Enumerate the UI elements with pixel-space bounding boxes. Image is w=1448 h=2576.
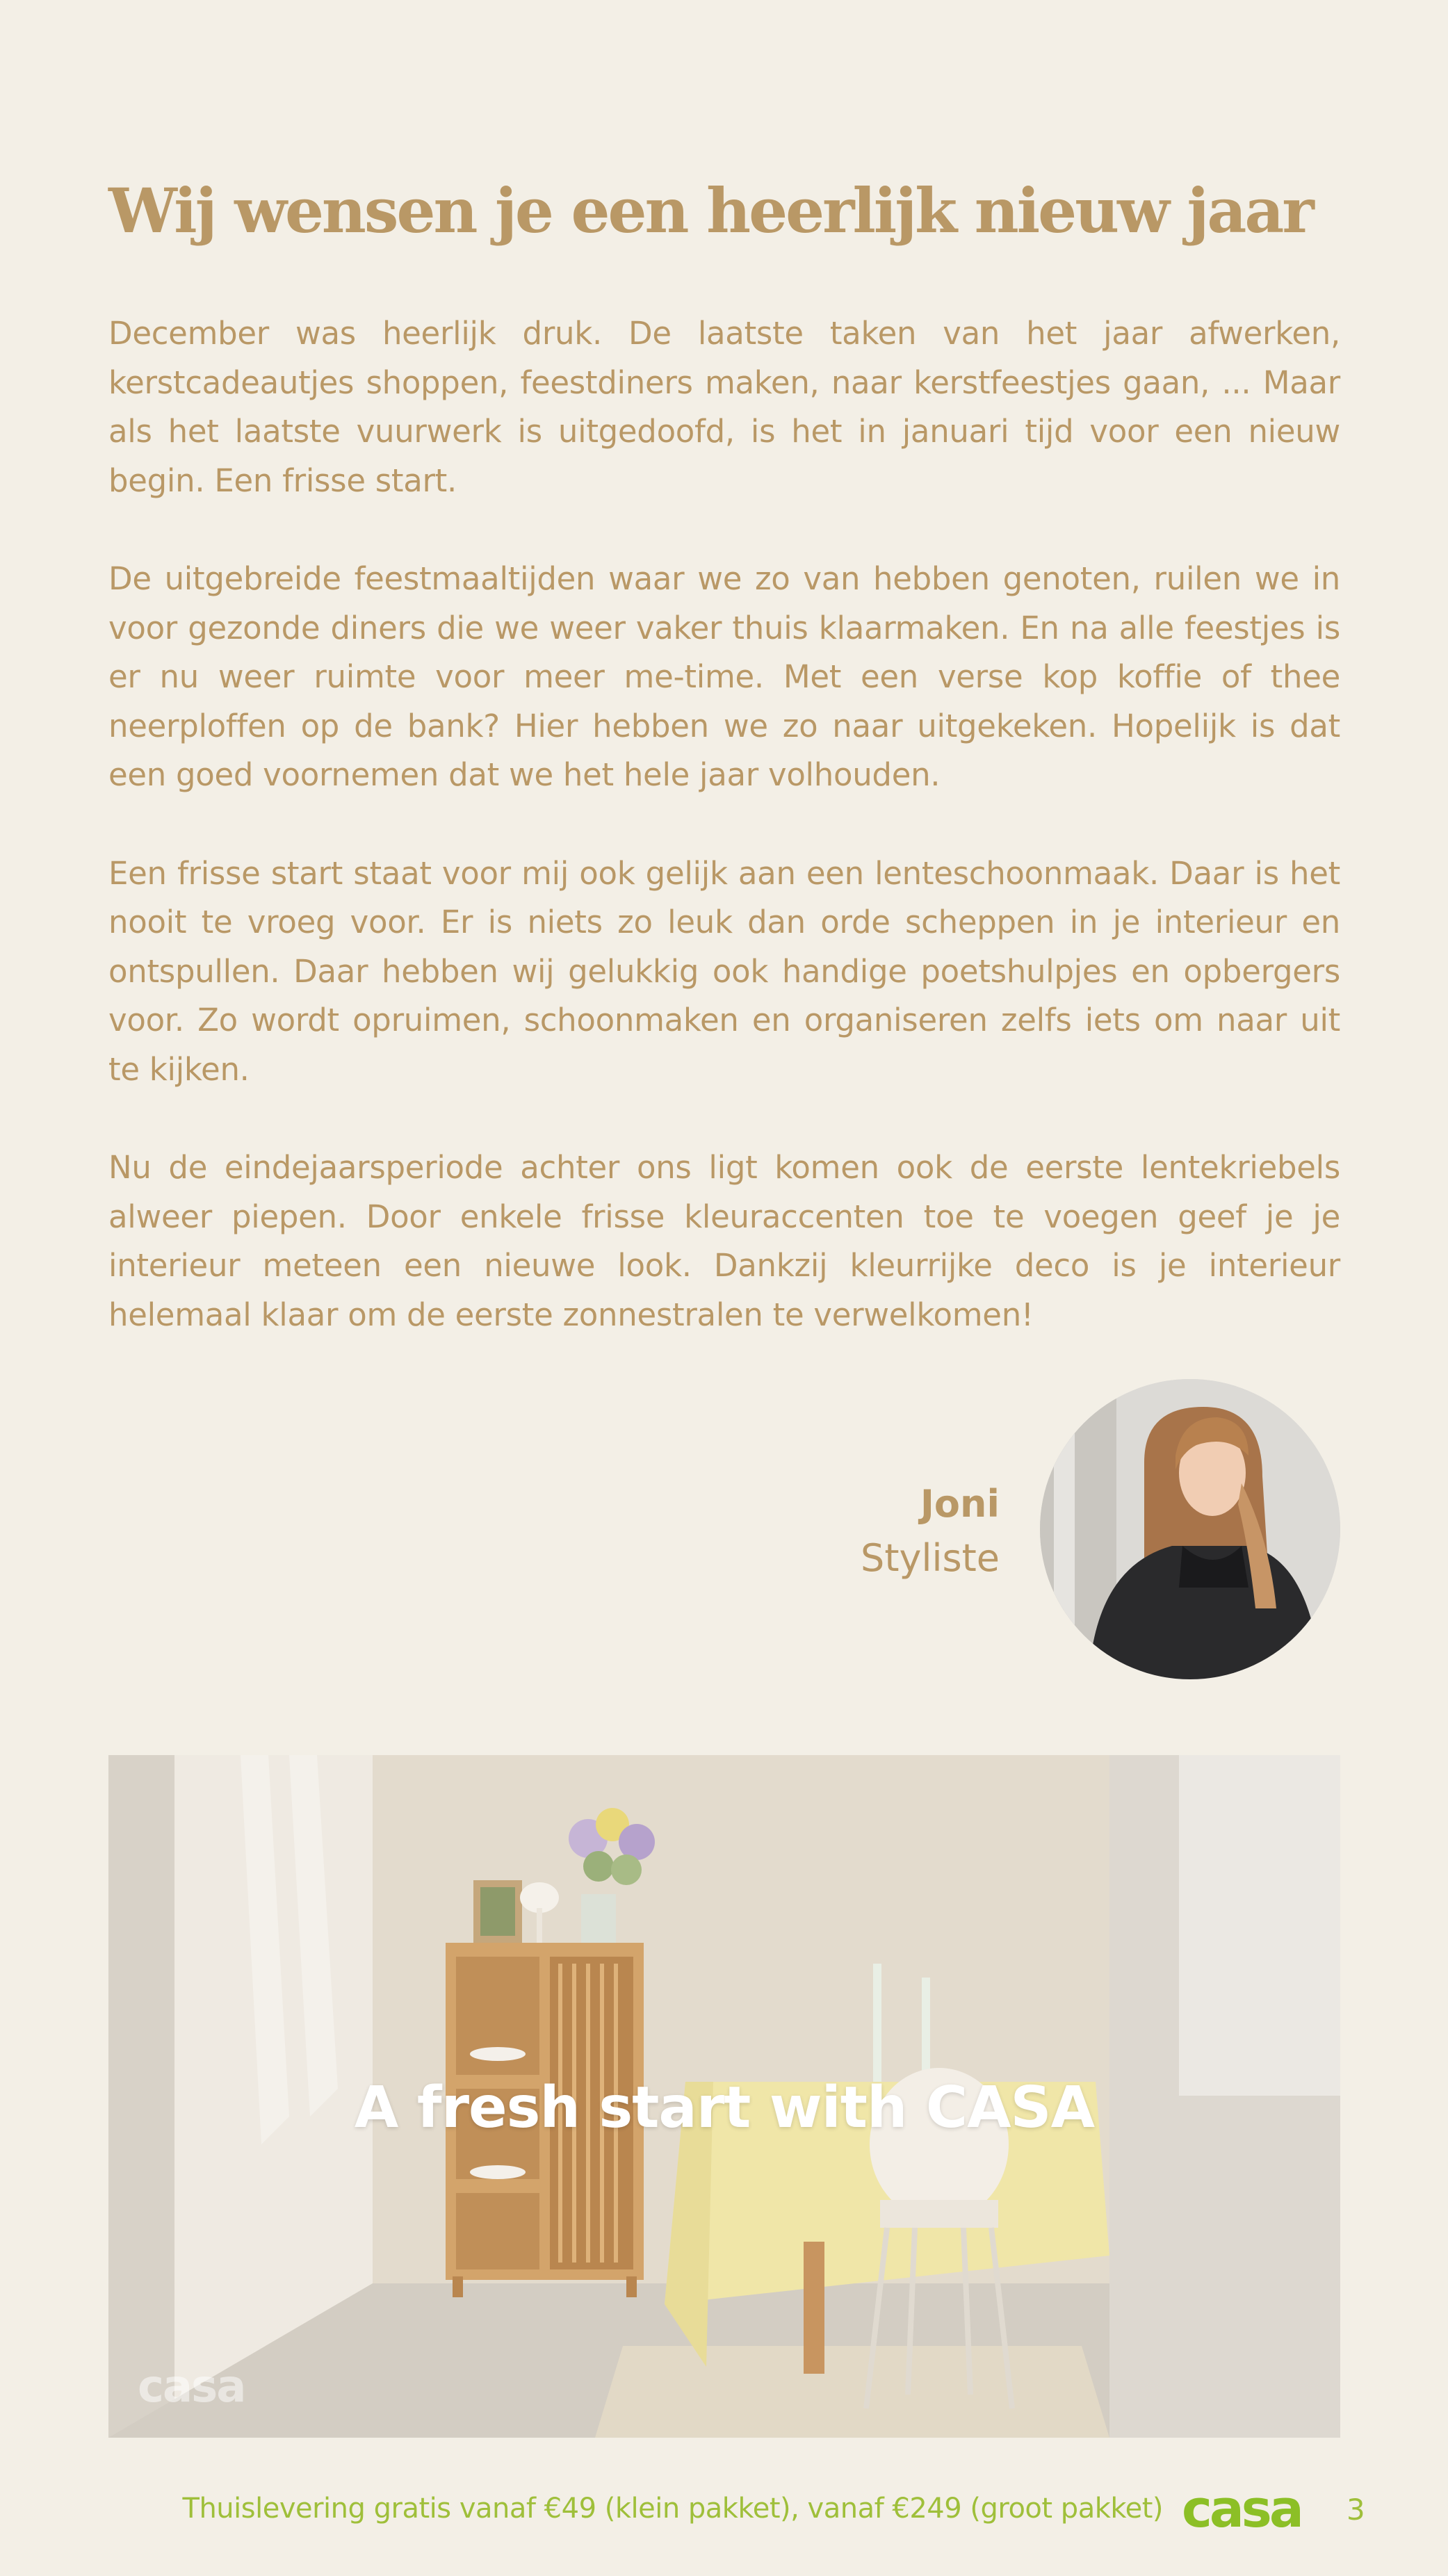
paragraph: De uitgebreide feestmaaltijden waar we zo van hebben genoten, ruilen we in voor gezonde diners die we weer vaker thuis klaarmaken. En na alle feestjes is er nu weer ruimte voor meer me-time. Met een verse kop koffie of thee neerploffen op de bank? Hier hebben we zo naar uitgekeken. Hopelijk is dat een goed voornemen dat we het hele jaar volhouden. xyxy=(108,560,1340,793)
hero-photo xyxy=(108,1755,1340,2438)
paragraph: December was heerlijk druk. De laatste taken van het jaar afwerken, kerstcadeautjes shoppen, feestdiners maken, naar kerstfeestjes gaan, ... Maar als het laatste vuurwerk is uitgedoofd, is het in januari tijd voor een nieuw begin. Een frisse start. xyxy=(108,315,1340,499)
page-number: 3 xyxy=(1347,2493,1365,2527)
casa-watermark: casa xyxy=(138,2361,245,2413)
casa-logo: casa xyxy=(1182,2479,1301,2539)
paragraph: Een frisse start staat voor mij ook gelijk aan een lenteschoonmaak. Daar is het nooit te vroeg voor. Er is niets zo leuk dan orde scheppen in je interieur en ontspullen. Daar hebben wij gelukkig ook handige poetshulpjes en opbergers voor. Zo wordt opruimen, schoonmaken en organiseren zelfs iets om naar uit te kijken. xyxy=(108,854,1340,1088)
signature-role: Styliste xyxy=(861,1536,1000,1580)
intro-text xyxy=(108,309,1340,1389)
signature-name: Joni xyxy=(920,1482,1000,1526)
stylist-portrait xyxy=(1040,1379,1340,1679)
hero-caption: A fresh start with CASA xyxy=(354,2075,1095,2141)
delivery-info: Thuislevering gratis vanaf €49 (klein pakket), vanaf €249 (groot pakket) xyxy=(182,2493,1163,2525)
avatar xyxy=(1040,1379,1340,1679)
signature xyxy=(861,1477,1000,1585)
footer xyxy=(0,2481,1448,2537)
paragraph: Nu de eindejaarsperiode achter ons ligt komen ook de eerste lentekriebels alweer piepen. Door enkele frisse kleuraccenten toe te voegen geef je je interieur meteen een nieuwe look. Dankzij kleurrijke deco is je interieur helemaal klaar om de eerste zonnestralen te verwelkomen! xyxy=(108,1149,1340,1333)
page-title: Wij wensen je een heerlijk nieuw jaar xyxy=(108,174,1312,247)
